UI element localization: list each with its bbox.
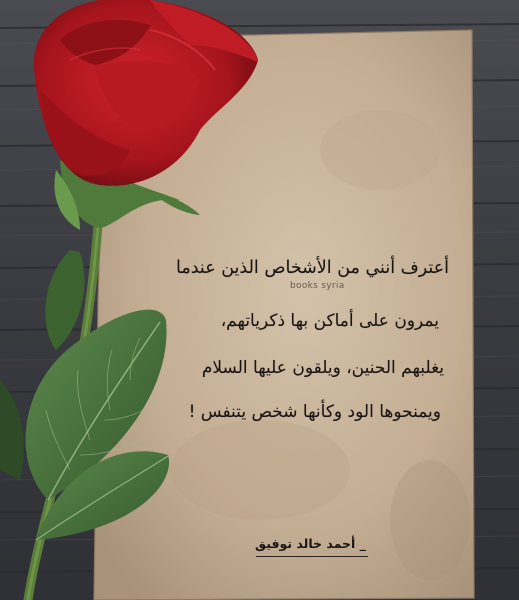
small-leaf	[45, 250, 84, 350]
quote-line-4: ويمنحوها الود وكأنها شخص يتنفس !	[188, 402, 441, 422]
quote-line-1: أعترف أنني من الأشخاص الذين عندما	[176, 258, 449, 278]
quote-line-2: يمرون على أماكن بها ذكرياتهم،	[220, 311, 439, 331]
author-underline	[256, 556, 368, 557]
quote-author: _ أحمد خالد توفيق	[255, 536, 366, 551]
quote-line-3: يغلبهم الحنين، ويلقون عليها السلام	[201, 358, 444, 378]
watermark: books syria	[290, 281, 345, 291]
